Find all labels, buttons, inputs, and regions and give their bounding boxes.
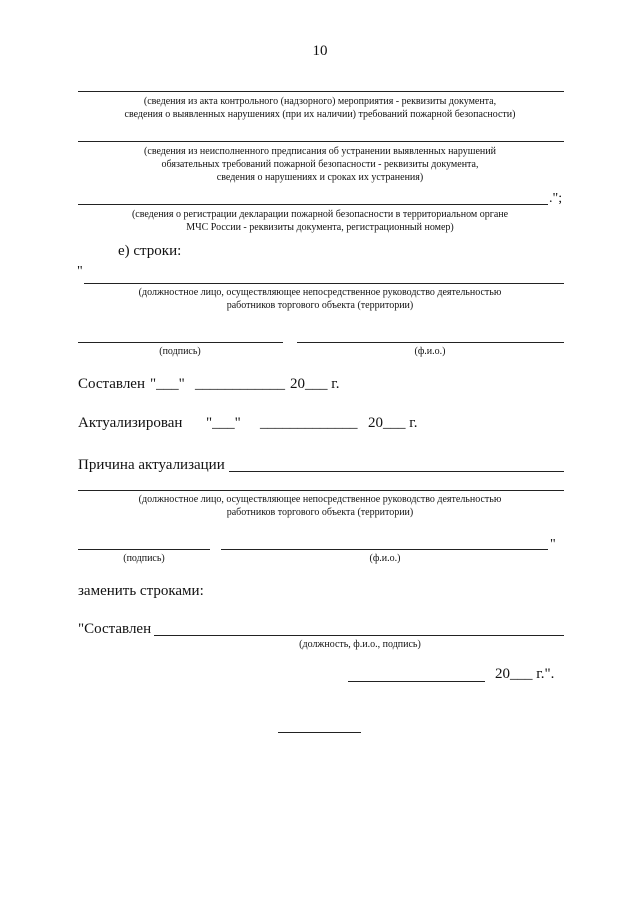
official-2-caption-1: (должностное лицо, осуществляющее непосредственное руководство деятельностью — [138, 494, 502, 505]
order-details-caption-1: (сведения из неисполненного предписания об устранении выявленных нарушений — [144, 146, 496, 157]
order-details-line[interactable] — [78, 141, 564, 142]
official-2-line[interactable] — [78, 490, 564, 491]
new-composed-caption: (должность, ф.и.о., подпись) — [299, 639, 421, 650]
reason-label: Причина актуализации — [78, 457, 225, 473]
declaration-caption-1: (сведения о регистрации декларации пожарной безопасности в территориальном органе — [131, 209, 509, 220]
official-1-line[interactable] — [84, 283, 564, 284]
official-2-caption-2: работников торгового объекта (территории) — [226, 507, 414, 518]
declaration-details-line[interactable] — [78, 204, 548, 205]
declaration-caption-2: МЧС России - реквизиты документа, регистрационный номер) — [186, 222, 454, 233]
end-rule — [278, 732, 361, 733]
name-1-line[interactable] — [297, 342, 564, 343]
signature-2-line[interactable] — [78, 549, 210, 550]
updated-label: Актуализирован — [78, 415, 183, 431]
new-composed-year[interactable]: 20___ г.". — [495, 666, 555, 682]
order-details-caption-3: сведения о нарушениях и сроках их устранения) — [216, 172, 424, 183]
name-2-line[interactable] — [221, 549, 548, 550]
composed-month[interactable]: ____________ — [195, 376, 285, 392]
act-details-caption-2: сведения о выявленных нарушениях (при их наличии) требований пожарной безопасности) — [124, 109, 516, 120]
new-date-line[interactable] — [348, 681, 485, 682]
close-quote: " — [550, 537, 556, 552]
official-1-caption-1: (должностное лицо, осуществляющее непосредственное руководство деятельностью — [138, 287, 502, 298]
composed-day[interactable]: "___" — [150, 376, 185, 392]
section-e-heading: е) строки: — [118, 243, 182, 259]
new-composed-label: "Составлен — [78, 621, 152, 637]
updated-year[interactable]: 20___ г. — [368, 415, 418, 431]
declaration-line-end: ."; — [549, 191, 563, 206]
new-composed-line[interactable] — [154, 635, 564, 636]
reason-line[interactable] — [229, 471, 564, 472]
act-details-line[interactable] — [78, 91, 564, 92]
composed-year[interactable]: 20___ г. — [290, 376, 340, 392]
signature-1-label: (подпись) — [159, 346, 201, 357]
order-details-caption-2: обязательных требований пожарной безопасности - реквизиты документа, — [161, 159, 479, 170]
composed-label: Составлен — [78, 376, 145, 392]
page-number: 10 — [312, 43, 328, 59]
name-2-label: (ф.и.о.) — [369, 553, 401, 564]
replace-heading: заменить строками: — [78, 583, 204, 599]
signature-1-line[interactable] — [78, 342, 283, 343]
official-1-caption-2: работников торгового объекта (территории) — [226, 300, 414, 311]
updated-day[interactable]: "___" — [206, 415, 241, 431]
name-1-label: (ф.и.о.) — [414, 346, 446, 357]
act-details-caption-1: (сведения из акта контрольного (надзорного) мероприятия - реквизиты документа, — [143, 96, 497, 107]
signature-2-label: (подпись) — [123, 553, 165, 564]
updated-month[interactable]: _____________ — [260, 415, 358, 431]
open-quote: " — [77, 264, 83, 279]
